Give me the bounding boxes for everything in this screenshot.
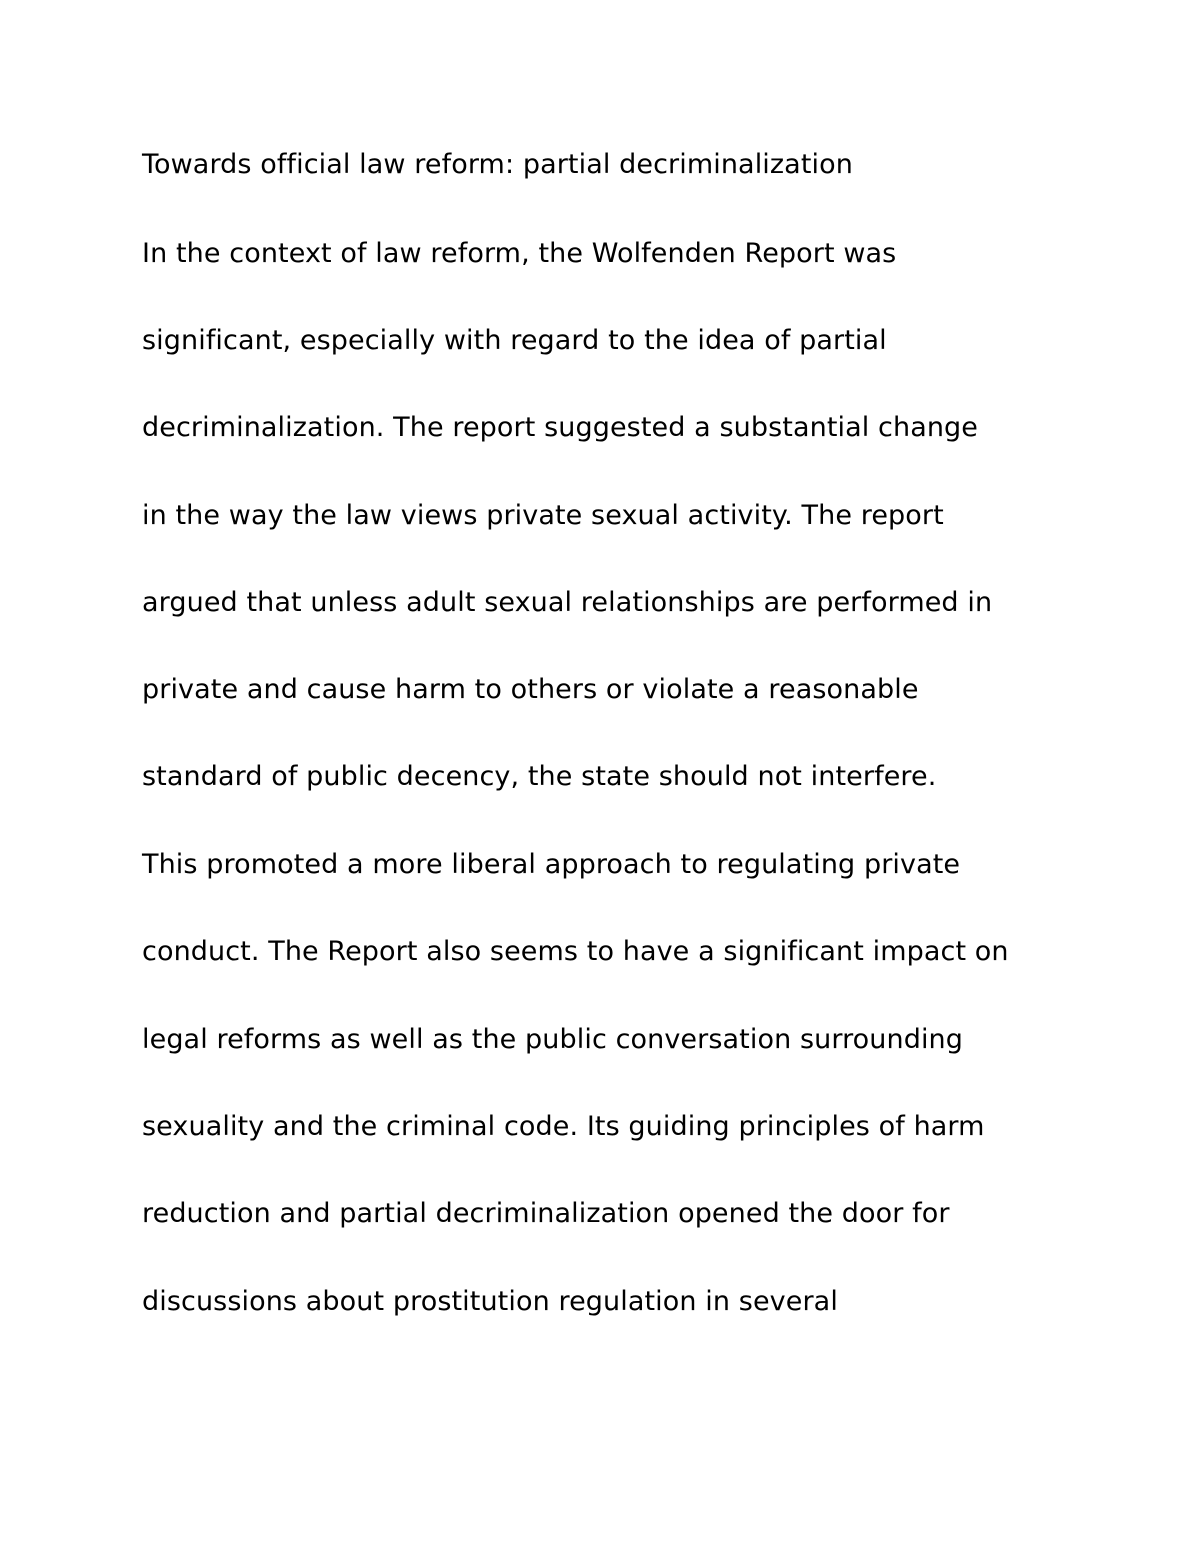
body-line-6: private and cause harm to others or violate a reasonable — [142, 674, 919, 705]
body-line-5: argued that unless adult sexual relationships are performed in — [142, 587, 993, 618]
body-line-10: legal reforms as well as the public conversation surrounding — [142, 1024, 964, 1055]
body-line-2: significant, especially with regard to the idea of partial — [142, 325, 887, 356]
body-line-9: conduct. The Report also seems to have a significant impact on — [142, 936, 1009, 967]
body-line-11: sexuality and the criminal code. Its guiding principles of harm — [142, 1111, 985, 1142]
body-line-13: discussions about prostitution regulation in several — [142, 1286, 838, 1317]
section-heading: Towards official law reform: partial decriminalization — [142, 149, 853, 180]
body-line-1: In the context of law reform, the Wolfenden Report was — [142, 238, 897, 269]
body-line-7: standard of public decency, the state should not interfere. — [142, 761, 937, 792]
body-line-4: in the way the law views private sexual activity. The report — [142, 500, 944, 531]
body-line-12: reduction and partial decriminalization opened the door for — [142, 1198, 950, 1229]
body-line-8: This promoted a more liberal approach to regulating private — [142, 849, 961, 880]
body-line-3: decriminalization. The report suggested a substantial change — [142, 412, 978, 443]
